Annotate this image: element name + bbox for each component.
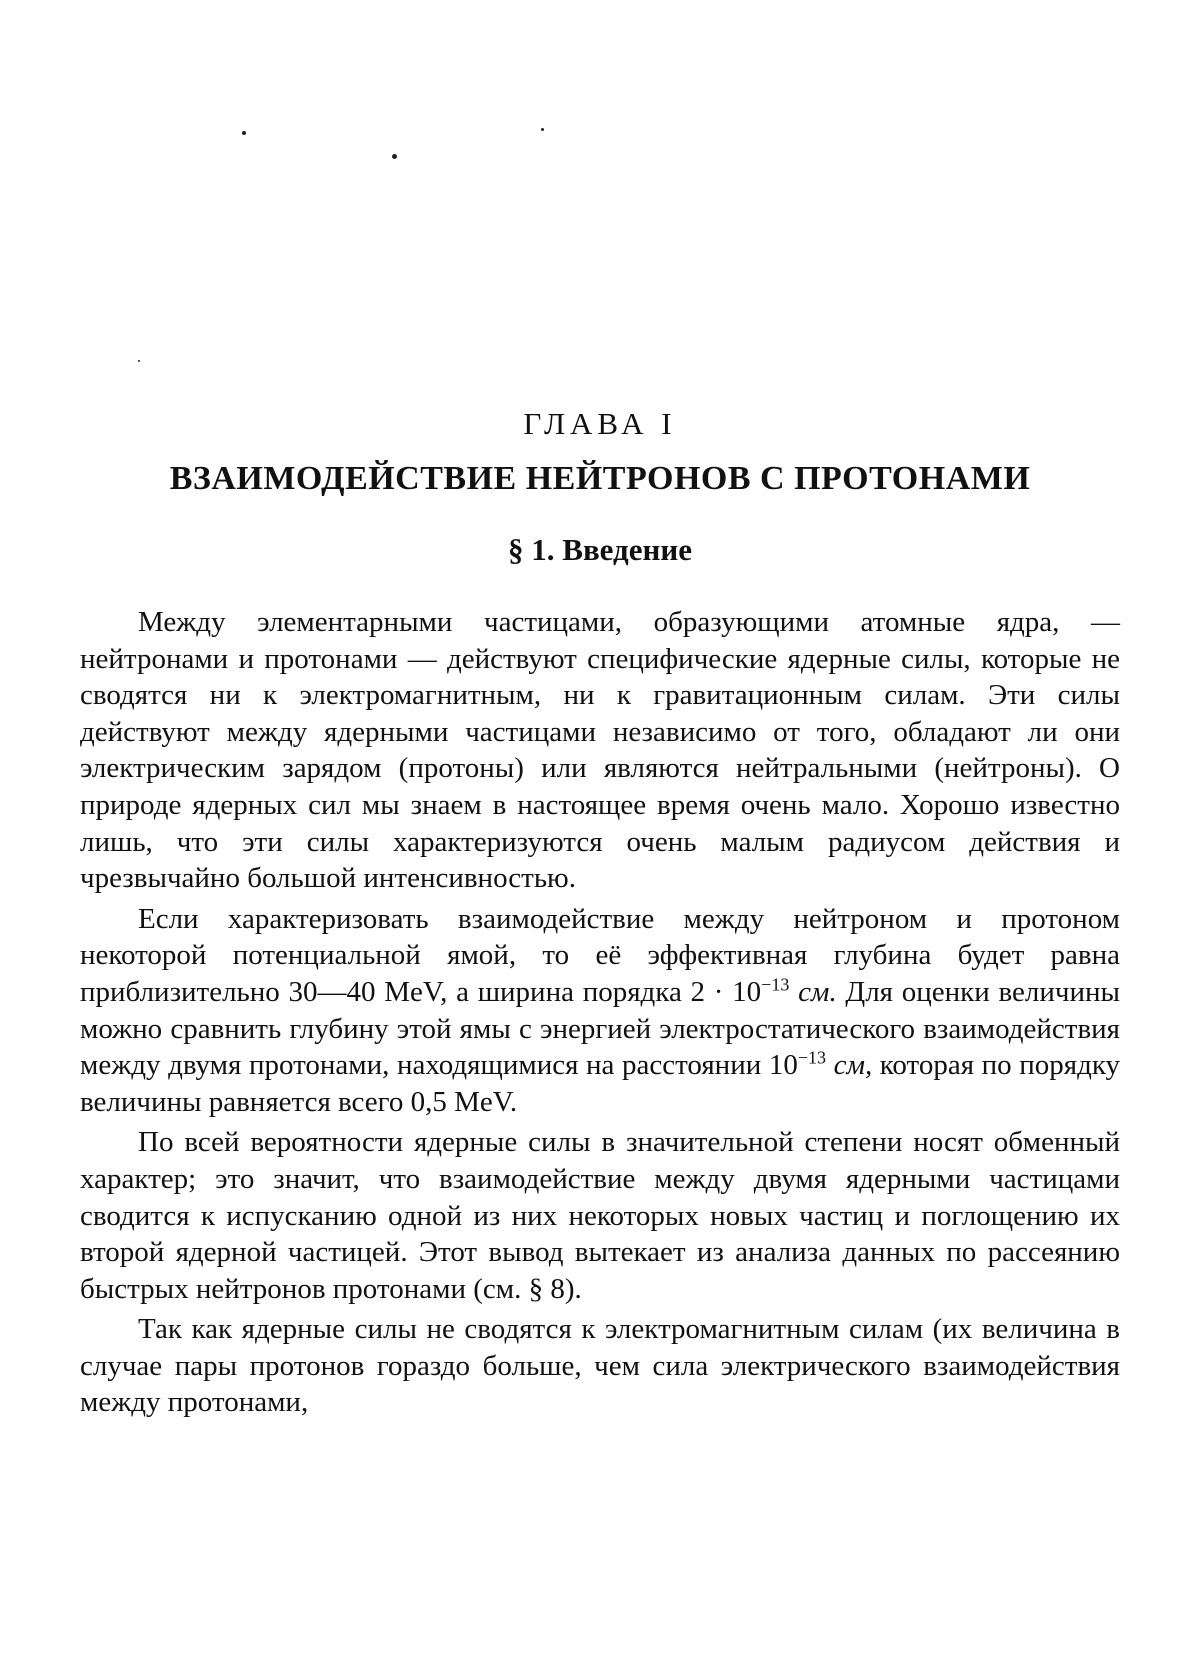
body-text xyxy=(80,604,1120,1425)
unit-cm-2: см, xyxy=(833,1049,873,1082)
paragraph-2-part-3: которая по порядку величины равняется всего 0,5 MeV. xyxy=(80,1049,1121,1118)
paragraph-2 xyxy=(80,901,1120,1121)
unit-cm-1: см. xyxy=(798,975,837,1008)
section-title: § 1. Введение xyxy=(508,532,692,567)
paragraph-4: Так как ядерные силы не сводятся к электромагнитным силам (их величина в случае пары протонов гораздо больше, чем сила электрического взаимодействия между протонами, xyxy=(80,1313,1120,1419)
paragraph-2-part-1: Если характеризовать взаимодействие между нейтроном и протоном некоторой потенциальной ямой, то её эффективная глубина будет равна приблизительно 30—40 MeV, а ширина порядка 2 · 10 xyxy=(80,902,1120,1008)
paragraph-2-part-2: Для оценки величины можно сравнить глубину этой ямы с энергией электростатического взаимодействия между двумя протонами, находящимися на расстоянии 10 xyxy=(80,975,1120,1082)
chapter-label: ГЛАВА I xyxy=(523,406,677,441)
scan-speck xyxy=(242,131,246,135)
scan-speck xyxy=(392,154,397,159)
scan-speck xyxy=(541,128,544,131)
exponent-1: −13 xyxy=(761,974,790,995)
paragraph-1: Между элементарными частицами, образующими атомные ядра, — нейтронами и протонами — действуют специфические ядерные силы, которые не сводятся ни к электромагнитным, ни к гравитационным силам. Эти силы действуют между ядерными частицами независимо от того, обладают ли они электрическим зарядом (протоны) или являются нейтральными (нейтроны). О природе ядерных сил мы знаем в настоящее время очень мало. Хорошо известно лишь, что эти силы характеризуются очень малым радиусом действия и чрезвычайно большой интенсивностью. xyxy=(80,606,1120,895)
exponent-2: −13 xyxy=(797,1047,826,1068)
paragraph-3: По всей вероятности ядерные силы в значительной степени носят обменный характер; это значит, что взаимодействие между двумя ядерными частицами сводится к испусканию одной из них некоторых новых частиц и поглощению их второй ядерной частицей. Этот вывод вытекает из анализа данных по рассеянию быстрых нейтронов протонами (см. § 8). xyxy=(80,1126,1120,1305)
chapter-title: ВЗАИМОДЕЙСТВИЕ НЕЙТРОНОВ С ПРОТОНАМИ xyxy=(169,460,1031,497)
scan-speck xyxy=(138,360,140,362)
